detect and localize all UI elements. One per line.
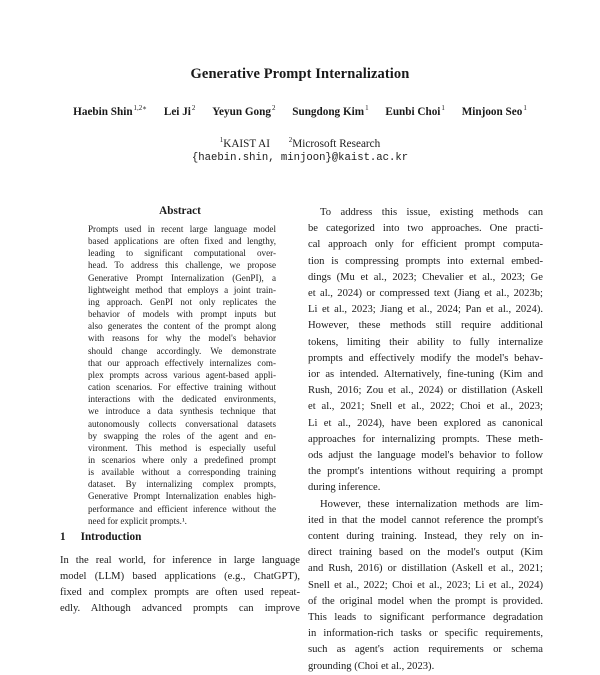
paragraph (308, 205, 543, 497)
text-line: dings (Mu et al., 2023; Chevalier et al., 2023; Ge (308, 271, 543, 283)
text-line: performance and efficient inference without the (88, 503, 276, 514)
text-line: content during training. Instead, they rely on in- (308, 531, 543, 543)
text-line: based applications are often fixed and lengthy, (88, 236, 276, 247)
text-line: However, these methods still require additional (308, 320, 543, 332)
author: Eunbi Choi$^1$ (385, 104, 445, 118)
text-line: we introduce a data synthesis technique that (88, 406, 276, 417)
text-line: In the real world, for inference in large language (60, 555, 300, 566)
text-line: model (LLM) based applications (e.g., ChatGPT), (60, 571, 300, 583)
text-line: interactions with the dedicated environments, (88, 394, 276, 405)
text-line: of the original model when the prompt is provided. (308, 595, 543, 607)
text-line: edly. Although advanced prompts can improve (60, 603, 300, 615)
text-line: autonomously collects conversational datasets (88, 418, 276, 429)
text-line: also generates the content of the prompt along (88, 321, 276, 332)
text-line: prompts and effectively modify the model's behav- (308, 352, 543, 364)
text-line: head. To address this challenge, we propose (88, 260, 276, 271)
text-line: plex prompts across various agent-based appli- (88, 369, 276, 380)
text-line: Rush, 2016; Zou et al., 2024) or distillation (Askell (308, 385, 543, 397)
text-line: be categorized into two approaches. One practi- (308, 223, 543, 235)
text-line: with reasons for why the model's behavior (88, 333, 276, 344)
section-heading-introduction: 1 Introduction (60, 531, 142, 543)
text-line: Generative Prompt Internalization (GenPI), a (88, 272, 276, 283)
text-line: To address this issue, existing methods can (320, 207, 543, 218)
text-line: et al., 2024) or compressed text (Jiang et al., 2023b; (308, 288, 543, 300)
text-line: cal approach only for efficient prompt computa- (308, 239, 543, 251)
text-line: by swapping the roles of the agent and en- (88, 430, 276, 441)
text-line: Li et al., 2023; Jiang et al., 2024; Pan et al., 2024). (308, 304, 543, 316)
introduction-paragraph (60, 553, 300, 617)
text-line: fixed and complex prompts are often used repeat- (60, 587, 300, 599)
text-line: grounding (Choi et al., 2023). (308, 660, 435, 672)
affiliation-list (0, 136, 600, 150)
text-line: should change accordingly. We demonstrate (88, 345, 276, 356)
text-line: that our approach effectively internalizes com- (88, 357, 276, 368)
text-line: ited in that the model cannot reference the prompt's (308, 514, 543, 526)
author: Yeyun Gong$^2$ (212, 104, 276, 118)
text-line: et al., 2021; Snell et al., 2022; Choi et al., 2023; (308, 401, 543, 413)
text-line: ods adjust the language model's behavior to follow (308, 450, 543, 462)
text-line: ing approach. GenPI not only replicates the (88, 296, 276, 307)
text-line: in scenarios where only a predefined prompt (88, 454, 276, 465)
text-line: leading to significant computational over- (88, 248, 276, 259)
text-line: is available without a corresponding training (88, 467, 276, 478)
text-line: ior as intended. Alternatively, fine-tuning (Kim and (308, 369, 543, 381)
text-line: dataset. By internalizing complex prompts, (88, 479, 276, 490)
author: Sungdong Kim$^1$ (292, 104, 369, 118)
abstract-heading: Abstract (159, 205, 201, 217)
text-line: Prompts used in recent large language model (88, 224, 276, 234)
text-line: behavior of models with prompt inputs but (88, 309, 276, 320)
text-line: Li et al., 2024), have been explored as canonical (308, 417, 543, 429)
text-line: during inference. (308, 482, 381, 494)
text-line: direct training based on the model's output (Kim (308, 547, 543, 559)
text-line: in information-rich tasks or specific requirements, (308, 628, 543, 640)
affiliation: $^1$KAIST AI (219, 136, 270, 150)
affiliation: $^2$Microsoft Research (288, 136, 381, 150)
right-column-text (308, 205, 543, 675)
author: Haebin Shin$^{1,2∗}$ (73, 104, 148, 118)
text-line: approaches for internalizing prompts. These meth- (308, 433, 543, 445)
text-line: tokens, limiting their ability to fully internalize (308, 336, 543, 348)
text-line: However, these internalization methods are lim- (320, 498, 543, 510)
text-line: tion is compressing prompts into external embed- (308, 255, 543, 267)
text-line: This leads to significant performance degradation (308, 612, 543, 624)
abstract-body (88, 223, 276, 527)
text-line: vironment. This method is especially useful (88, 442, 276, 453)
text-line: Snell et al., 2022; Choi et al., 2023; Li et al., 2024) (308, 579, 543, 591)
text-line: and Rush, 2016) or distillation (Askell et al., 2021; (308, 563, 543, 575)
text-line: the prompt's intentions without requiring a prompt (308, 466, 543, 478)
author-list (0, 104, 600, 118)
text-line: cation scenarios. For effective training without (88, 382, 276, 393)
author: Lei Ji$^2$ (163, 104, 196, 118)
text-line: such as agent's action requirements or schema (308, 644, 543, 656)
text-line: need for explicit prompts.¹. (88, 515, 187, 526)
paragraph (308, 497, 543, 675)
text-line: Generative Prompt Internalization enables high- (88, 491, 276, 502)
author: Minjoon Seo$^1$ (461, 104, 527, 118)
author-email: {haebin.shin, minjoon}@kaist.ac.kr (191, 152, 409, 164)
paper-title: Generative Prompt Internalization (190, 66, 410, 82)
text-line: lightweight method that employs a joint train- (88, 284, 276, 295)
